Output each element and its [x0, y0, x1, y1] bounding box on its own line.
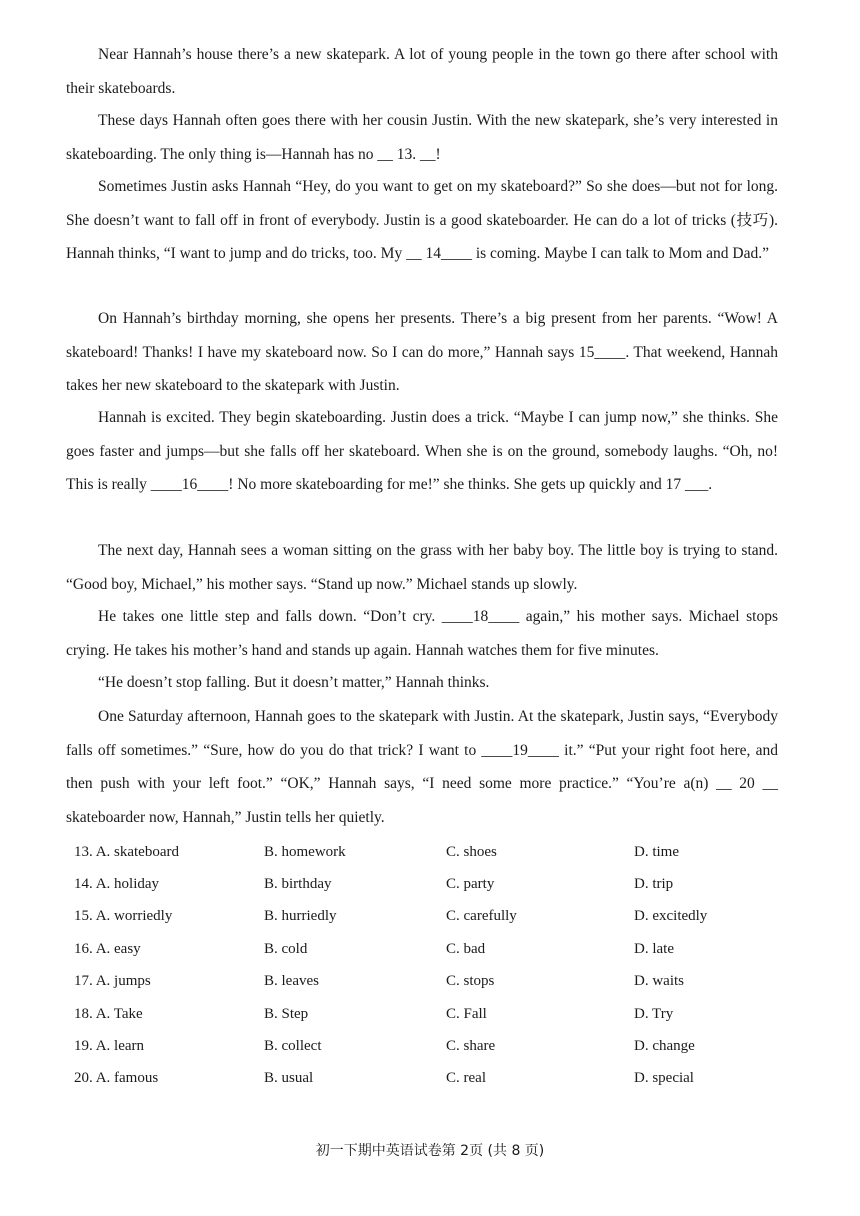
option-b: B. birthday [264, 876, 332, 893]
option-c: C. share [446, 1038, 496, 1055]
option-d: D. Try [634, 1005, 674, 1022]
option-a: 14. A. holiday [74, 876, 160, 893]
option-c: C. stops [446, 973, 495, 990]
passage-paragraph-9 [66, 700, 778, 834]
paragraph-text: One Saturday afternoon, Hannah goes to the skatepark with Justin. At the skatepark, Justin says, “Everybody falls off sometimes.” “Sure, how do you do that trick? I want to ____19____ it.” “Put your right foot here, and then push with your left foot.” “OK,” Hannah says, “I need some more practice.” “You’re a(n) __ 20 __ skateboarder now, Hannah,” Justin tells her quietly. [66, 708, 778, 826]
paragraph-text: He takes one little step and falls down. “Don’t cry. ____18____ again,” his mother says. Michael stops crying. He takes his mother’s hand and stands up again. Hannah watches them for five minutes. [66, 608, 778, 659]
passage-paragraph-5 [66, 401, 778, 502]
paragraph-text: These days Hannah often goes there with her cousin Justin. With the new skatepark, she’s very interested in skateboarding. The only thing is—Hannah has no __ 13. __! [66, 112, 778, 163]
option-c: C. carefully [446, 908, 517, 925]
paragraph-text: The next day, Hannah sees a woman sitting on the grass with her baby boy. The little boy is trying to stand. “Good boy, Michael,” his mother says. “Stand up now.” Michael stands up slowly. [66, 542, 778, 593]
option-row-14 [74, 868, 774, 900]
option-c: C. Fall [446, 1005, 487, 1022]
option-row-15 [74, 901, 774, 933]
option-c: C. shoes [446, 843, 497, 860]
option-d: D. waits [634, 973, 684, 990]
option-a: 18. A. Take [74, 1005, 143, 1022]
option-row-18 [74, 998, 774, 1030]
answer-options [74, 836, 774, 1095]
page-footer: 初一下期中英语试卷第 2页 (共 8 页) [315, 1143, 545, 1159]
passage-paragraph-7 [66, 600, 778, 667]
option-row-20 [74, 1063, 774, 1095]
option-d: D. special [634, 1070, 694, 1087]
option-a: 20. A. famous [74, 1070, 159, 1087]
paragraph-text: Sometimes Justin asks Hannah “Hey, do you want to get on my skateboard?” So she does—but not for long. She doesn’t want to fall off in front of everybody. Justin is a good skateboarder. He can do a lot of tricks (技巧). Hannah thinks, “I want to jump and do tricks, too. My __ 14____ is coming. Maybe I can talk to Mom and Dad.” [66, 178, 778, 262]
option-d: D. change [634, 1038, 695, 1055]
option-c: C. bad [446, 940, 486, 957]
option-b: B. Step [264, 1005, 309, 1022]
option-b: B. usual [264, 1070, 314, 1087]
option-a: 19. A. learn [74, 1038, 144, 1055]
option-a: 13. A. skateboard [74, 843, 179, 860]
passage-paragraph-1 [66, 38, 778, 105]
passage-paragraph-6 [66, 534, 778, 601]
option-d: D. excitedly [634, 908, 708, 925]
option-b: B. cold [264, 940, 308, 957]
paragraph-text: On Hannah’s birthday morning, she opens her presents. There’s a big present from her parents. “Wow! A skateboard! Thanks! I have my skateboard now. So I can do more,” Hannah says 15____. That weekend, Hannah takes her new skateboard to the skatepark with Justin. [66, 310, 778, 394]
option-row-13 [74, 836, 774, 868]
option-row-16 [74, 933, 774, 965]
passage-paragraph-8 [66, 666, 778, 700]
option-b: B. leaves [264, 973, 319, 990]
option-d: D. time [634, 843, 679, 860]
passage-paragraph-2 [66, 104, 778, 171]
option-b: B. homework [264, 843, 346, 860]
paragraph-text: Hannah is excited. They begin skateboarding. Justin does a trick. “Maybe I can jump now,” she thinks. She goes faster and jumps—but she falls off her skateboard. When she is on the ground, somebody laughs. “Oh, no! This is really ____16____! No more skateboarding for me!” she thinks. She gets up quickly and 17 ___. [66, 409, 778, 493]
option-c: C. real [446, 1070, 486, 1087]
paragraph-text: Near Hannah’s house there’s a new skatepark. A lot of young people in the town go there after school with their skateboards. [66, 46, 778, 97]
passage-paragraph-3 [66, 170, 778, 271]
passage-paragraph-4 [66, 302, 778, 403]
option-d: D. late [634, 940, 674, 957]
option-a: 15. A. worriedly [74, 908, 173, 925]
option-row-17 [74, 966, 774, 998]
option-c: C. party [446, 876, 495, 893]
option-b: B. hurriedly [264, 908, 337, 925]
option-row-19 [74, 1030, 774, 1062]
option-a: 17. A. jumps [74, 973, 151, 990]
option-a: 16. A. easy [74, 940, 141, 957]
option-b: B. collect [264, 1038, 322, 1055]
paragraph-text: “He doesn’t stop falling. But it doesn’t matter,” Hannah thinks. [98, 674, 490, 691]
option-d: D. trip [634, 876, 674, 893]
